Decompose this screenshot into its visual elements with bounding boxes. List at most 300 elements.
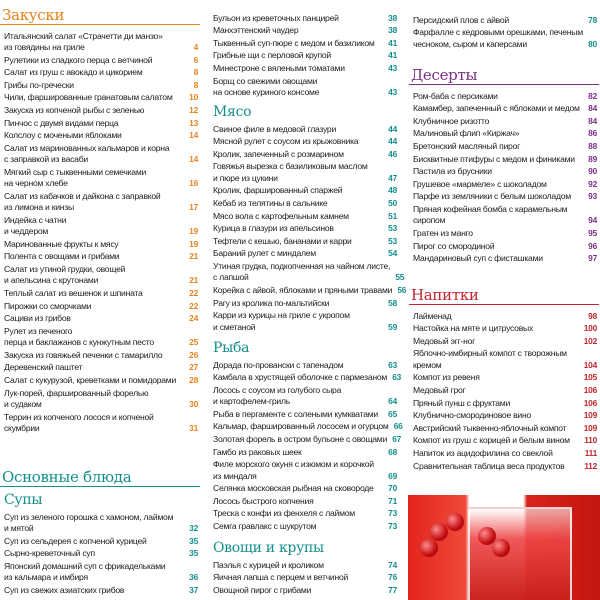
entry-title — [413, 116, 489, 127]
toc-entry[interactable] — [409, 397, 599, 410]
toc-entry[interactable] — [209, 459, 399, 483]
entry-title — [413, 398, 510, 409]
page-number: 63 — [392, 372, 402, 383]
page-number: 84 — [588, 115, 597, 126]
entry-title-line: Деревенский паштет — [4, 362, 83, 373]
toc-entry[interactable] — [209, 297, 399, 310]
toc-entry[interactable] — [209, 446, 399, 459]
entry-title — [213, 585, 311, 596]
entry-title — [213, 149, 344, 160]
toc-entry[interactable] — [409, 140, 599, 153]
entry-title — [413, 154, 575, 165]
toc-section — [409, 14, 599, 51]
entry-title — [4, 264, 125, 287]
toc-entry[interactable] — [409, 178, 599, 191]
entry-title-line: Пинчос с двумя видами перца — [4, 117, 119, 128]
page-number: 106 — [583, 397, 597, 408]
entry-title — [4, 31, 163, 54]
toc-entry[interactable] — [0, 30, 200, 54]
entry-title — [4, 239, 118, 250]
toc-entry[interactable] — [209, 384, 399, 408]
page-number: 48 — [388, 185, 397, 196]
page-number: 12 — [189, 104, 198, 115]
toc-entry[interactable] — [0, 54, 200, 67]
toc-entry[interactable] — [209, 197, 399, 210]
toc-entry[interactable] — [209, 372, 402, 385]
entry-title — [213, 25, 298, 36]
entry-title — [4, 215, 66, 238]
toc-entry[interactable] — [209, 584, 399, 597]
page-number: 17 — [189, 202, 198, 213]
entry-title — [213, 521, 316, 532]
toc-section — [409, 66, 599, 265]
entry-title — [213, 560, 324, 571]
page-number: 77 — [388, 584, 397, 595]
entry-title-line: Золотая форель в остром бульоне с овощами — [213, 433, 388, 444]
toc-entry[interactable] — [209, 223, 399, 236]
toc-entry[interactable] — [209, 161, 399, 185]
entry-title — [413, 435, 570, 446]
page-number: 30 — [189, 398, 198, 409]
toc-entry[interactable] — [0, 387, 200, 411]
entry-title — [4, 362, 82, 373]
toc-section — [0, 468, 200, 492]
toc-entry[interactable] — [409, 348, 599, 372]
entry-title-line: Суп из свежих азиатских грибов — [4, 584, 125, 595]
toc-entry[interactable] — [0, 349, 200, 362]
toc-entry[interactable] — [409, 14, 599, 27]
drink-photo — [408, 495, 600, 600]
entry-title-line: Мясо вола с картофельным камнем — [213, 210, 349, 221]
page-number: 8 — [193, 79, 198, 90]
toc-section — [0, 6, 200, 435]
page-number: 102 — [583, 335, 597, 346]
page-number: 50 — [388, 197, 397, 208]
page-number: 88 — [588, 140, 597, 151]
page-number: 10 — [189, 92, 198, 103]
toc-section — [209, 104, 407, 334]
entry-title-line: и картофелем-гриль — [213, 396, 290, 407]
entry-title-line: и чеддером — [4, 226, 49, 237]
entry-title — [213, 447, 302, 458]
entry-title-line: Кебаб из телятины в сальнике — [213, 197, 328, 208]
page-number: 8 — [193, 67, 198, 78]
entry-title — [4, 512, 173, 535]
entry-title-line: Салат с кукурузой, креветками и помидорами — [4, 374, 177, 385]
toc-section — [209, 540, 399, 597]
toc-entry[interactable] — [0, 251, 200, 264]
toc-entry[interactable] — [0, 560, 200, 584]
entry-title-line: Курица в глазури из апельсинов — [213, 223, 334, 234]
toc-entry[interactable] — [409, 323, 599, 336]
entry-title — [413, 410, 531, 421]
page-number: 98 — [588, 310, 597, 321]
toc-entry[interactable] — [209, 210, 399, 223]
toc-entry[interactable] — [209, 284, 407, 297]
page-number: 14 — [189, 130, 198, 141]
entry-title-line: Камбала в хрустящей оболочке с пармезаном — [213, 372, 388, 383]
entry-title — [413, 27, 583, 50]
entry-title — [213, 261, 390, 284]
toc-entry[interactable] — [0, 535, 200, 548]
entry-title — [213, 124, 336, 135]
entry-title-line: и судаком — [4, 398, 42, 409]
toc-entry[interactable] — [409, 310, 599, 323]
entry-title — [413, 191, 571, 202]
entry-title-line: Говяжья вырезка с базиликовым маслом — [213, 161, 368, 172]
entry-title-line: Тыквенный суп-пюре с медом и базиликом — [213, 37, 375, 48]
toc-entry[interactable] — [0, 411, 200, 435]
entry-title-line: Пастила из брусники — [413, 166, 492, 177]
toc-entry[interactable] — [409, 128, 599, 141]
toc-entry[interactable] — [409, 103, 599, 116]
page-number: 95 — [588, 227, 597, 238]
page-number: 65 — [388, 408, 397, 419]
toc-entry[interactable] — [0, 92, 200, 105]
page-number: 31 — [189, 422, 198, 433]
toc-entry[interactable] — [0, 238, 200, 251]
entry-title — [413, 128, 519, 139]
entry-title — [213, 50, 331, 61]
entry-title-line: сиропом — [413, 215, 446, 226]
entry-title-line: Рыба в пергаменте с солеными кумкватами — [213, 408, 378, 419]
entry-title-line: Компот из груш с корицей и белым вином — [413, 435, 570, 446]
entry-title — [413, 323, 533, 334]
entry-title-line: Японский домашний суп с фрикадельками — [4, 560, 166, 571]
toc-entry[interactable] — [209, 248, 399, 261]
toc-entry[interactable] — [0, 214, 200, 238]
entry-title — [4, 191, 160, 214]
entry-title — [413, 253, 543, 264]
toc-entry[interactable] — [209, 508, 399, 521]
entry-title-line: Малиновый флип «Киржач» — [413, 128, 520, 139]
entry-title — [413, 15, 509, 26]
entry-title — [413, 103, 580, 114]
entry-title-line: и апельсина с крутонами — [4, 275, 99, 286]
page-number: 89 — [588, 153, 597, 164]
page-number: 53 — [388, 235, 397, 246]
entry-title — [4, 375, 176, 386]
entry-title-line: Кальмар, фаршированный лососем и огурцом — [213, 421, 389, 432]
toc-entry[interactable] — [209, 136, 399, 149]
entry-title-line: Итальянский салат «Страчетти ди манзо» — [4, 30, 163, 41]
page-number: 16 — [189, 178, 198, 189]
entry-title-line: Салат из маринованных кальмаров и корна — [4, 142, 170, 153]
page-number: 44 — [388, 136, 397, 147]
page-number: 46 — [388, 148, 397, 159]
entry-title-line: Треска с конфи из фенхеля с лаймом — [213, 508, 355, 519]
entry-title — [4, 536, 147, 547]
entry-title-line: Пирожки со сморчками — [4, 300, 92, 311]
page-number: 84 — [588, 103, 597, 114]
entry-title — [4, 548, 95, 559]
entry-title — [413, 372, 480, 383]
page-number: 43 — [388, 86, 397, 97]
entry-title-line: Компот из ревеня — [413, 372, 480, 383]
entry-title-line: Кролик, фаршированный спаржей — [213, 185, 343, 196]
entry-title-line: Мясной рулет с соусом из крыжовника — [213, 136, 359, 147]
toc-entry[interactable] — [0, 362, 200, 375]
toc-entry[interactable] — [209, 433, 402, 446]
toc-entry[interactable] — [0, 117, 200, 130]
entry-title-line: Салат из кабачков и дайкона с заправкой — [4, 190, 161, 201]
entry-title-line: и сметаной — [213, 321, 256, 332]
entry-title-line: Мягкий сыр с тыквенными семечками — [4, 166, 147, 177]
page-number: 63 — [388, 359, 397, 370]
toc-entry[interactable] — [0, 511, 200, 535]
toc-entry[interactable] — [409, 191, 599, 204]
entry-title — [213, 360, 343, 371]
entry-title-line: Паэлья с курицей и кроликом — [213, 559, 324, 570]
entry-title — [4, 118, 118, 129]
page-number: 38 — [388, 25, 397, 36]
entry-title-line: Персидский плов с айвой — [413, 14, 509, 25]
toc-entry[interactable] — [209, 359, 399, 372]
page-number: 26 — [189, 349, 198, 360]
toc-entry[interactable] — [409, 410, 599, 423]
entry-title-line: Индейка с чатни — [4, 214, 67, 225]
toc-entry[interactable] — [409, 384, 599, 397]
page-number: 86 — [588, 128, 597, 139]
page-number: 78 — [588, 14, 597, 25]
toc-entry[interactable] — [409, 240, 599, 253]
entry-title-line: Закуска из говяжьей печенки с тамарилло — [4, 349, 163, 360]
toc-entry[interactable] — [209, 37, 399, 50]
entry-title-line: из кальмара и имбиря — [4, 572, 88, 583]
toc-entry[interactable] — [209, 235, 399, 248]
entry-title-line: Филе морского окуня с изюмом и корочкой — [213, 459, 374, 470]
page-number: 35 — [189, 548, 198, 559]
entry-title — [213, 372, 387, 383]
page-number: 110 — [584, 435, 597, 446]
entry-title-line: Камамбер, запеченный с яблоками и медом — [413, 103, 580, 114]
entry-title-line: Настойка на мяте и цитрусовых — [413, 323, 533, 334]
toc-entry[interactable] — [409, 166, 599, 179]
toc-entry[interactable] — [209, 123, 399, 136]
entry-title — [213, 483, 374, 494]
entry-title — [4, 143, 169, 166]
entry-title — [4, 55, 152, 66]
toc-entry[interactable] — [409, 203, 599, 227]
toc-entry[interactable] — [0, 374, 200, 387]
cherry-image — [420, 539, 438, 557]
page-number: 53 — [388, 223, 397, 234]
page-number: 100 — [583, 323, 597, 334]
section-heading: Супы — [4, 492, 43, 508]
toc-entry[interactable] — [409, 435, 599, 448]
page-number: 97 — [588, 253, 597, 264]
toc-entry[interactable] — [0, 548, 200, 561]
entry-title-line: Корейка с айвой, яблоками и пряными травами — [213, 284, 393, 295]
toc-entry[interactable] — [409, 422, 599, 435]
entry-title-line: с лапшой — [213, 272, 249, 283]
toc-entry[interactable] — [209, 25, 399, 38]
entry-title-line: и пюре из цукини — [213, 172, 278, 183]
toc-entry[interactable] — [0, 287, 200, 300]
entry-title-line: Лосось с соусом из голубого сыра — [213, 384, 342, 395]
page-number: 66 — [393, 421, 403, 432]
page-number: 44 — [388, 123, 397, 134]
toc-entry[interactable] — [209, 12, 399, 25]
entry-title — [213, 13, 339, 24]
entry-title — [213, 136, 358, 147]
page-number: 51 — [388, 210, 397, 221]
page-number: 106 — [583, 384, 597, 395]
page-number: 37 — [189, 584, 198, 595]
entry-title-line: Бретонский масляный пирог — [413, 140, 520, 151]
entry-title-line: Кролик, запеченный с розмарином — [213, 148, 344, 159]
toc-entry[interactable] — [409, 460, 599, 473]
page-number: 93 — [588, 191, 597, 202]
toc-entry[interactable] — [209, 495, 399, 508]
entry-title-line: скумбрии — [4, 422, 40, 433]
entry-title-line: Теплый салат из вешенок и шпината — [4, 287, 143, 298]
toc-entry[interactable] — [0, 130, 200, 143]
entry-title — [213, 161, 368, 184]
section-heading: Десерты — [409, 66, 599, 85]
entry-title-line: с заправкой из васаби — [4, 154, 88, 165]
entry-title — [413, 423, 566, 434]
entry-title — [413, 179, 547, 190]
entry-title-line: Бараний рулет с миндалем — [213, 248, 316, 259]
entry-title — [413, 336, 475, 347]
entry-title-line: Грибные щи с перловой крупой — [213, 50, 331, 61]
entry-title-line: Салат из груш с авокадо и цикорием — [4, 67, 143, 78]
toc-entry[interactable] — [209, 50, 399, 63]
toc-entry[interactable] — [0, 104, 200, 117]
entry-title — [213, 434, 387, 445]
toc-entry[interactable] — [0, 263, 200, 287]
toc-entry[interactable] — [0, 67, 200, 80]
entry-title — [4, 80, 74, 91]
entry-title — [213, 211, 349, 222]
toc-entry[interactable] — [0, 313, 200, 326]
toc-entry[interactable] — [0, 166, 200, 190]
section-heading: Мясо — [213, 104, 252, 120]
toc-entry[interactable] — [0, 300, 200, 313]
entry-title-line: Сациви из грибов — [4, 313, 71, 324]
toc-entry[interactable] — [409, 115, 599, 128]
entry-title-line: Бисквитные птифуры с медом и финиками — [413, 153, 575, 164]
toc-entry[interactable] — [209, 483, 399, 496]
page-number: 109 — [583, 410, 597, 421]
entry-title-line: Тефтели с кешью, бананами и карри — [213, 235, 352, 246]
toc-entry[interactable] — [209, 421, 403, 434]
toc-entry[interactable] — [0, 325, 200, 349]
entry-title-line: Гратен из манго — [413, 227, 473, 238]
entry-title-line: Клубничное ризотто — [413, 115, 490, 126]
toc-entry[interactable] — [0, 79, 200, 92]
section-heading: Напитки — [409, 286, 599, 305]
toc-entry[interactable] — [209, 408, 399, 421]
toc-entry[interactable] — [0, 584, 200, 597]
entry-title-line: чесноком, сыром и каперсами — [413, 38, 527, 49]
entry-title — [413, 241, 494, 252]
entry-title-line: Ром-баба с персиками — [413, 90, 498, 101]
entry-title — [413, 228, 473, 239]
toc-entry[interactable] — [409, 227, 599, 240]
entry-title-line: Медовый грог — [413, 384, 466, 395]
page-number: 54 — [388, 248, 397, 259]
page-number: 19 — [189, 226, 198, 237]
toc-entry[interactable] — [0, 142, 200, 166]
toc-entry[interactable] — [409, 372, 599, 385]
cherry-image — [430, 523, 448, 541]
entry-title — [213, 185, 342, 196]
entry-title-line: Пряный пунш с фруктами — [413, 397, 511, 408]
toc-entry[interactable] — [409, 153, 599, 166]
toc-entry[interactable] — [209, 75, 399, 99]
page-number: 90 — [588, 166, 597, 177]
toc-entry[interactable] — [209, 559, 399, 572]
toc-entry[interactable] — [409, 90, 599, 103]
toc-entry[interactable] — [209, 260, 405, 284]
page-number: 36 — [189, 572, 198, 583]
toc-entry[interactable] — [209, 148, 399, 161]
entry-title-line: Карри из курицы на гриле с укропом — [213, 310, 350, 321]
page-number: 73 — [388, 508, 397, 519]
entry-title-line: Рулетики из сладкого перца с ветчиной — [4, 54, 153, 65]
entry-title-line: Пряная кофейная бомба с карамельным — [413, 203, 568, 214]
entry-title — [213, 310, 350, 333]
entry-title — [213, 508, 355, 519]
toc-entry[interactable] — [409, 335, 599, 348]
toc-entry[interactable] — [209, 572, 399, 585]
entry-title-line: Рагу из кролика по-мальтийски — [213, 297, 330, 308]
toc-entry[interactable] — [209, 520, 399, 533]
entry-title — [413, 348, 567, 371]
entry-title — [4, 167, 146, 190]
entry-title-line: из миндаля — [213, 470, 257, 481]
toc-entry[interactable] — [0, 190, 200, 214]
entry-title — [4, 301, 91, 312]
entry-title — [413, 204, 567, 227]
entry-title — [4, 388, 148, 411]
entry-title — [413, 385, 465, 396]
toc-entry[interactable] — [209, 185, 399, 198]
entry-title-line: Грибы по-гречески — [4, 79, 74, 90]
entry-title-line: Полента с овощами и грибами — [4, 251, 120, 262]
page-number: 56 — [397, 284, 407, 295]
toc-entry[interactable] — [209, 310, 399, 334]
page-number: 96 — [588, 240, 597, 251]
toc-entry[interactable] — [209, 62, 399, 75]
page-number: 112 — [584, 460, 597, 471]
page-number: 69 — [388, 470, 397, 481]
entry-title-line: Лайменад — [413, 310, 452, 321]
entry-title — [213, 38, 375, 49]
page-number: 73 — [388, 520, 397, 531]
entry-title — [413, 91, 498, 102]
page-number: 92 — [588, 178, 597, 189]
page-number: 6 — [193, 54, 198, 65]
entry-title-line: Лук-порей, фаршированный форелью — [4, 387, 149, 398]
entry-title — [4, 251, 119, 262]
entry-title — [4, 585, 124, 596]
entry-title — [413, 461, 564, 472]
toc-entry[interactable] — [409, 253, 599, 266]
page-number: 21 — [189, 251, 198, 262]
page-number: 32 — [189, 523, 198, 533]
entry-title-line: Яичная лапша с перцем и ветчиной — [213, 572, 349, 583]
page-number: 14 — [189, 154, 198, 165]
page-number: 111 — [584, 447, 597, 458]
entry-title-line: Семга гравлакс с шукрутом — [213, 520, 317, 531]
entry-title — [213, 459, 374, 482]
toc-entry[interactable] — [409, 27, 599, 51]
entry-title-line: на черном хлебе — [4, 178, 68, 189]
toc-entry[interactable] — [409, 447, 599, 460]
